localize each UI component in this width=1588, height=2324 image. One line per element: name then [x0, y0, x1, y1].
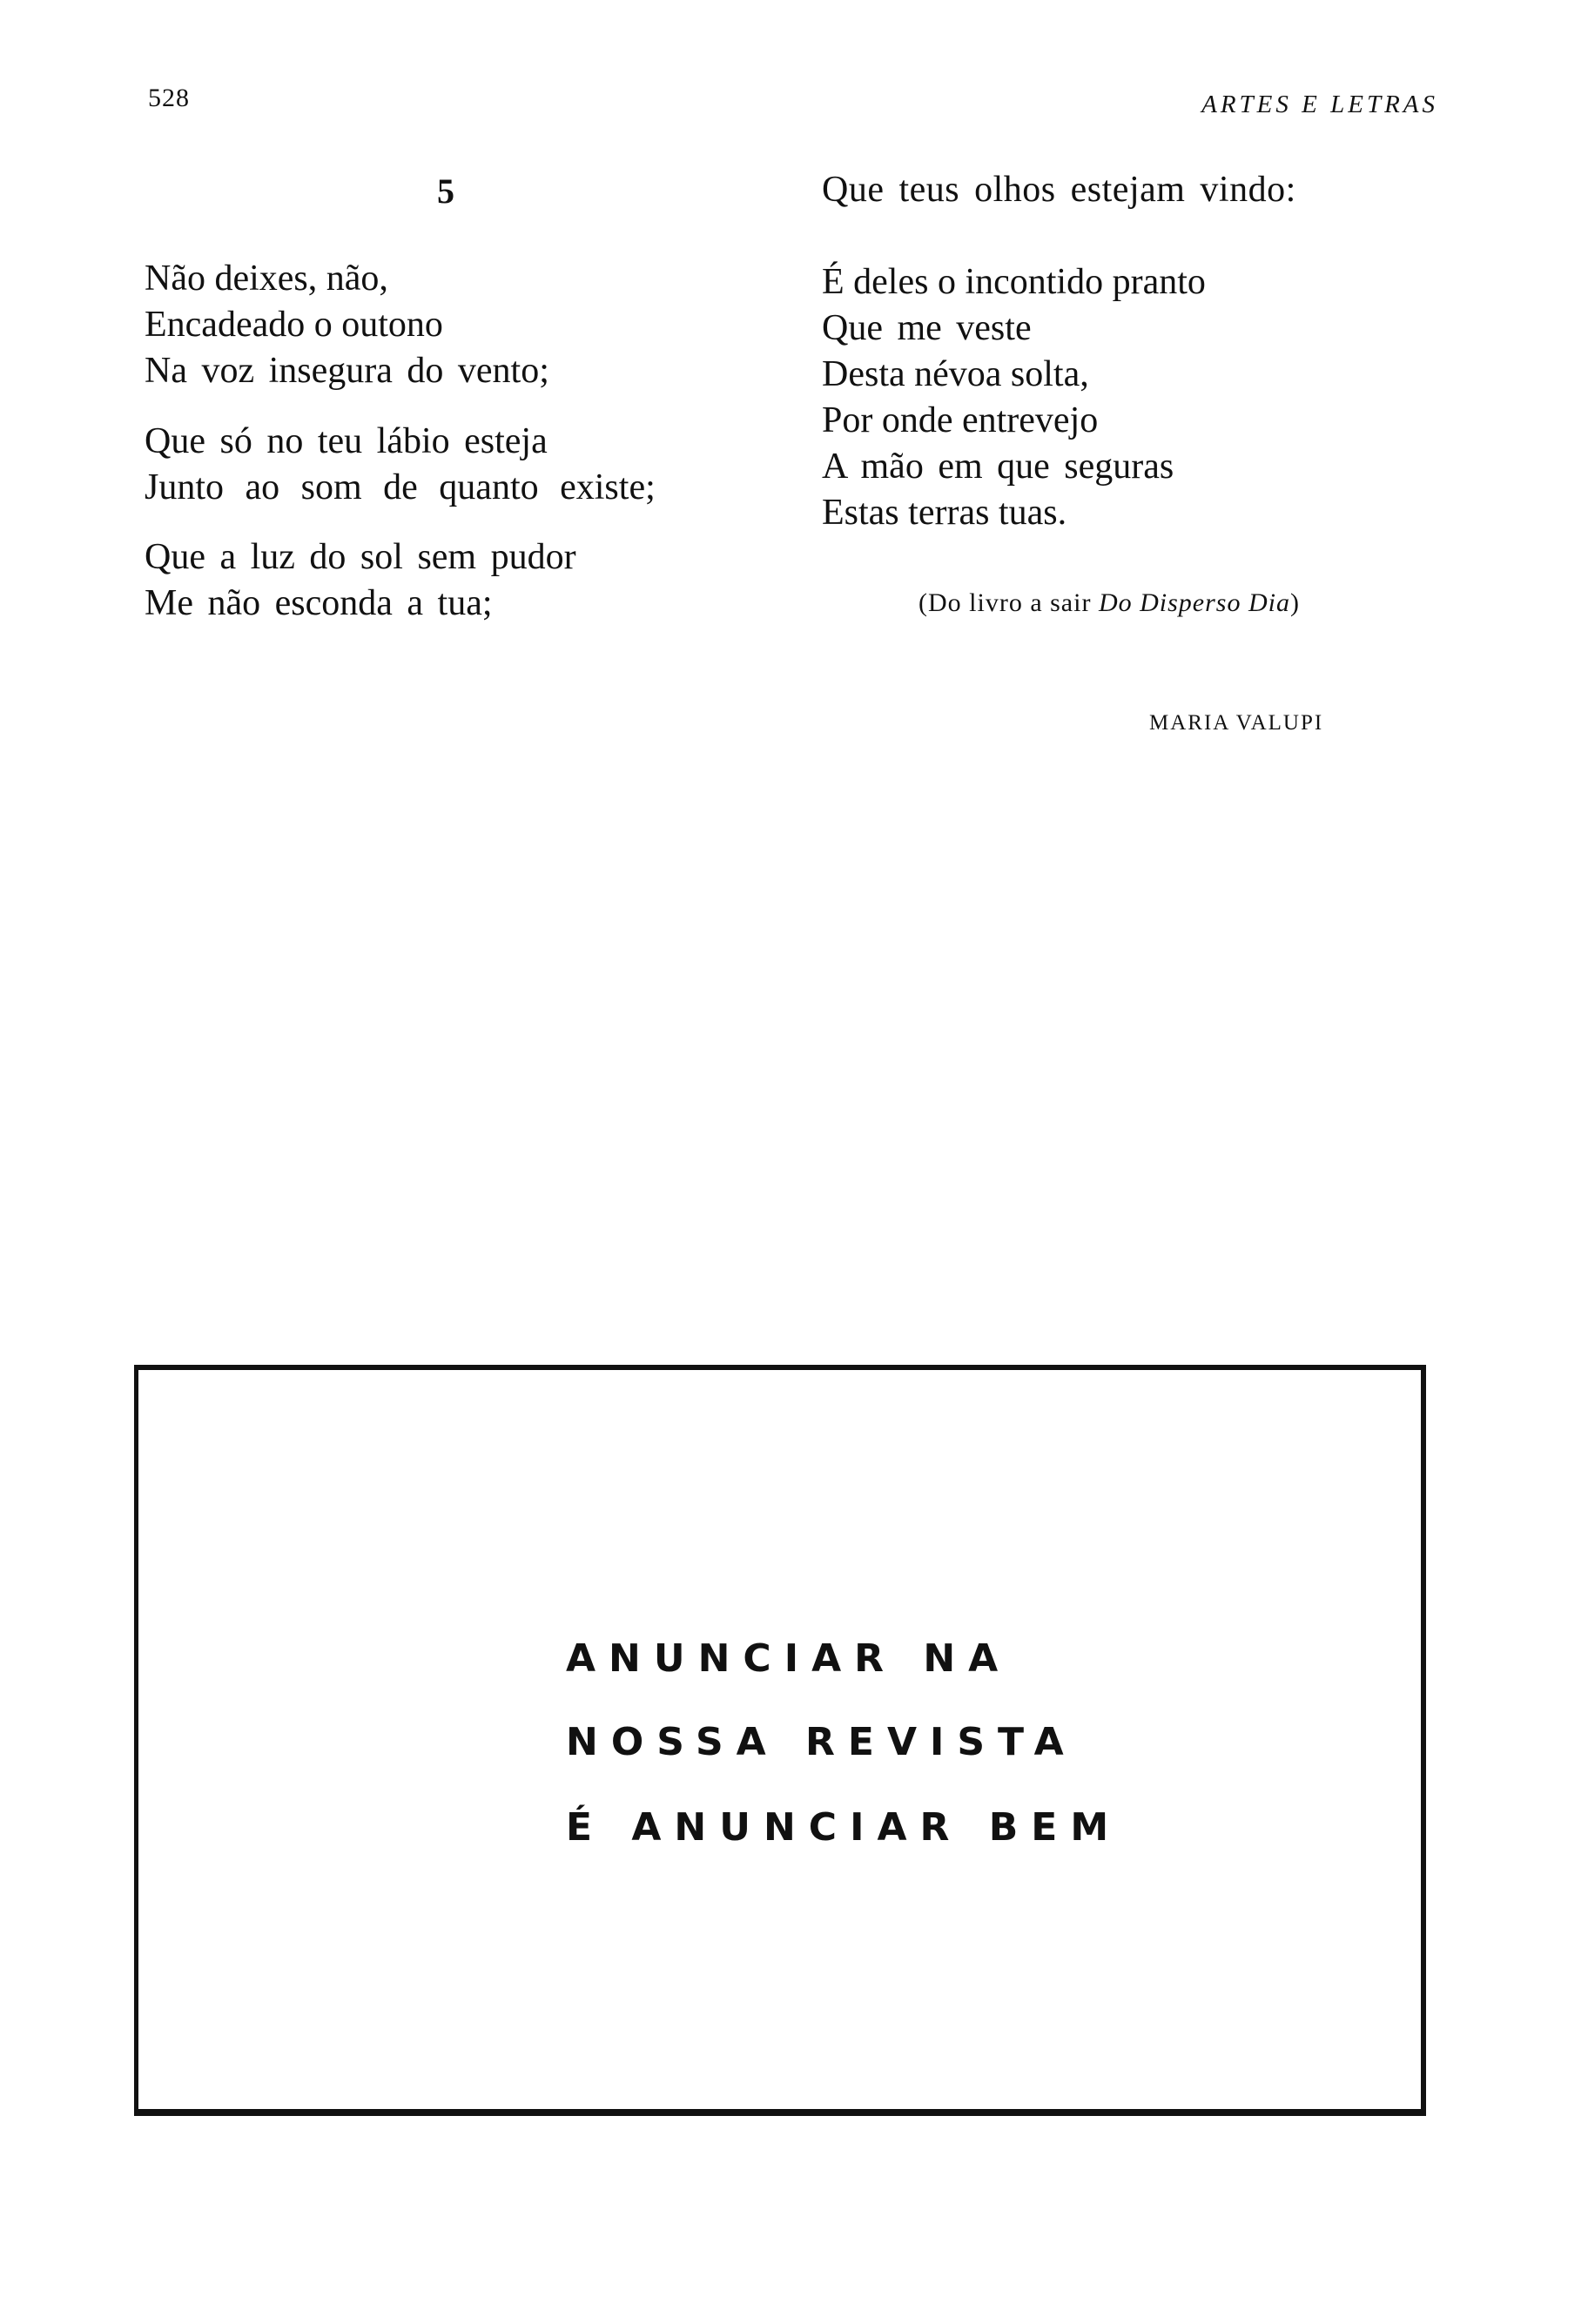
ad-line-2: NOSSA REVISTA [566, 1720, 1077, 1764]
author-signature: MARIA VALUPI [1149, 711, 1324, 735]
stanza-right-1 [822, 167, 1296, 213]
ad-line-1: ANUNCIAR NA [566, 1636, 1012, 1681]
ad-line-3: É ANUNCIAR BEM [566, 1805, 1122, 1850]
poem-line: Na voz insegura do vento; [145, 351, 549, 391]
poem-line: Que teus olhos estejam vindo: [822, 170, 1296, 210]
poem-line: Por onde entrevejo [822, 400, 1099, 440]
poem-line: Encadeado o outono [145, 305, 443, 345]
stanza-left-2 [145, 419, 656, 511]
poem-line: Que me veste [822, 308, 1032, 348]
poem-line: Desta névoa solta, [822, 354, 1089, 394]
poem-line: Estas terras tuas. [822, 493, 1067, 533]
source-note-suffix: ) [1289, 588, 1300, 617]
stanza-left-1 [145, 256, 549, 394]
poem-line: Não deixes, não, [145, 259, 388, 299]
source-note-prefix: (Do livro a sair [918, 588, 1099, 617]
poem-line: Que a luz do sol sem pudor [145, 537, 576, 577]
poem-line: É deles o incontido pranto [822, 262, 1206, 302]
stanza-right-2 [822, 259, 1206, 536]
poem-line: Me não esconda a tua; [145, 583, 493, 623]
poem-line: A mão em que seguras [822, 447, 1174, 487]
page-number: 528 [148, 84, 190, 112]
source-note [918, 588, 1300, 618]
running-head: ARTES E LETRAS [1201, 91, 1438, 118]
poem-line: Que só no teu lábio esteja [145, 421, 548, 461]
stanza-left-3 [145, 534, 576, 627]
book-title: Do Disperso Dia [1098, 588, 1290, 617]
poem-line: Junto ao som de quanto existe; [145, 467, 656, 507]
poem-section-number: 5 [437, 171, 454, 211]
